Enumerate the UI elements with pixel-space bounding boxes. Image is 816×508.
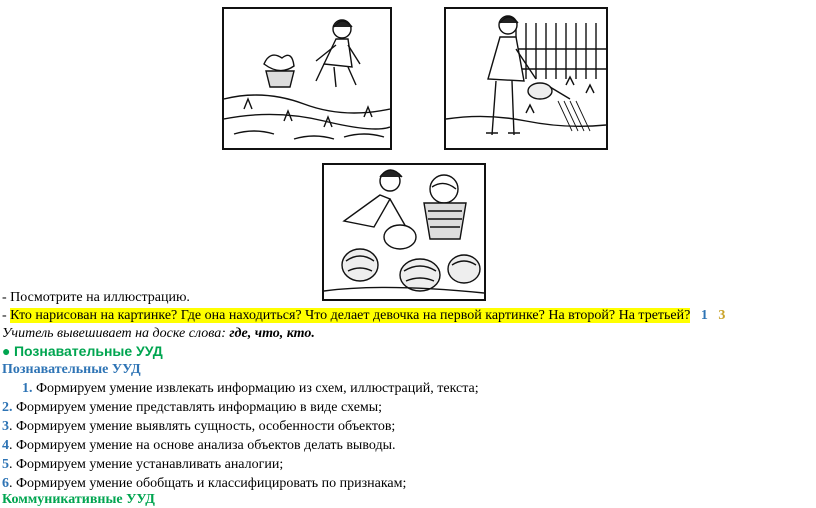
question-highlighted: Кто нарисован на картинке? Где она находиться? Что делает девочка на первой картинке? На второй? На третьей? [10,308,691,323]
item-text: Формируем умение извлекать информацию из схем, иллюстраций, текста; [32,381,479,396]
item-number: 4 [2,438,9,453]
bullet-icon: ● [2,343,11,359]
illustration-harvesting [322,163,486,301]
item-text: Формируем умение представлять информацию в виде схемы; [12,400,383,415]
list-item [2,399,382,416]
question-dash: - [2,308,11,323]
question-number-1: 1 [700,308,708,323]
list-item [2,475,406,492]
item-number: 5 [2,457,9,472]
item-text: . Формируем умение на основе анализа объектов делать выводы. [9,438,396,453]
item-number: 1. [22,381,33,396]
list-item [2,437,395,454]
uud-green-label: Познавательные УУД [13,343,163,359]
item-number: 2. [2,400,13,415]
question-number-3: 3 [718,308,726,323]
girl-planting-seedlings-illustration [224,9,390,148]
illustration-planting [222,7,392,150]
question-line [2,307,725,324]
teacher-note [2,325,315,342]
comm-uud-label: Коммуникативные УУД [2,492,155,507]
illustration-watering [444,7,608,150]
uud-heading-blue [2,361,141,378]
teacher-note-words: где, что, кто. [229,326,315,341]
list-item [22,380,479,397]
girl-watering-garden-illustration [446,9,606,148]
list-item [2,418,395,435]
item-text: . Формируем умение обобщать и классифицировать по признакам; [9,476,407,491]
comm-uud-heading [2,491,155,508]
item-text: . Формируем умение устанавливать аналогии; [9,457,284,472]
instruction-look [2,289,190,306]
item-text: . Формируем умение выявлять сущность, особенности объектов; [9,419,396,434]
item-number: 6 [2,476,9,491]
instruction-look-text: - Посмотрите на иллюстрацию. [2,290,190,305]
uud-blue-label: Познавательные УУД [2,362,141,377]
teacher-note-prefix: Учитель вывешивает на доске слова: [2,326,230,341]
girl-harvesting-cabbage-illustration [324,165,484,299]
list-item [2,456,283,473]
uud-heading-green [2,343,163,361]
item-number: 3 [2,419,9,434]
